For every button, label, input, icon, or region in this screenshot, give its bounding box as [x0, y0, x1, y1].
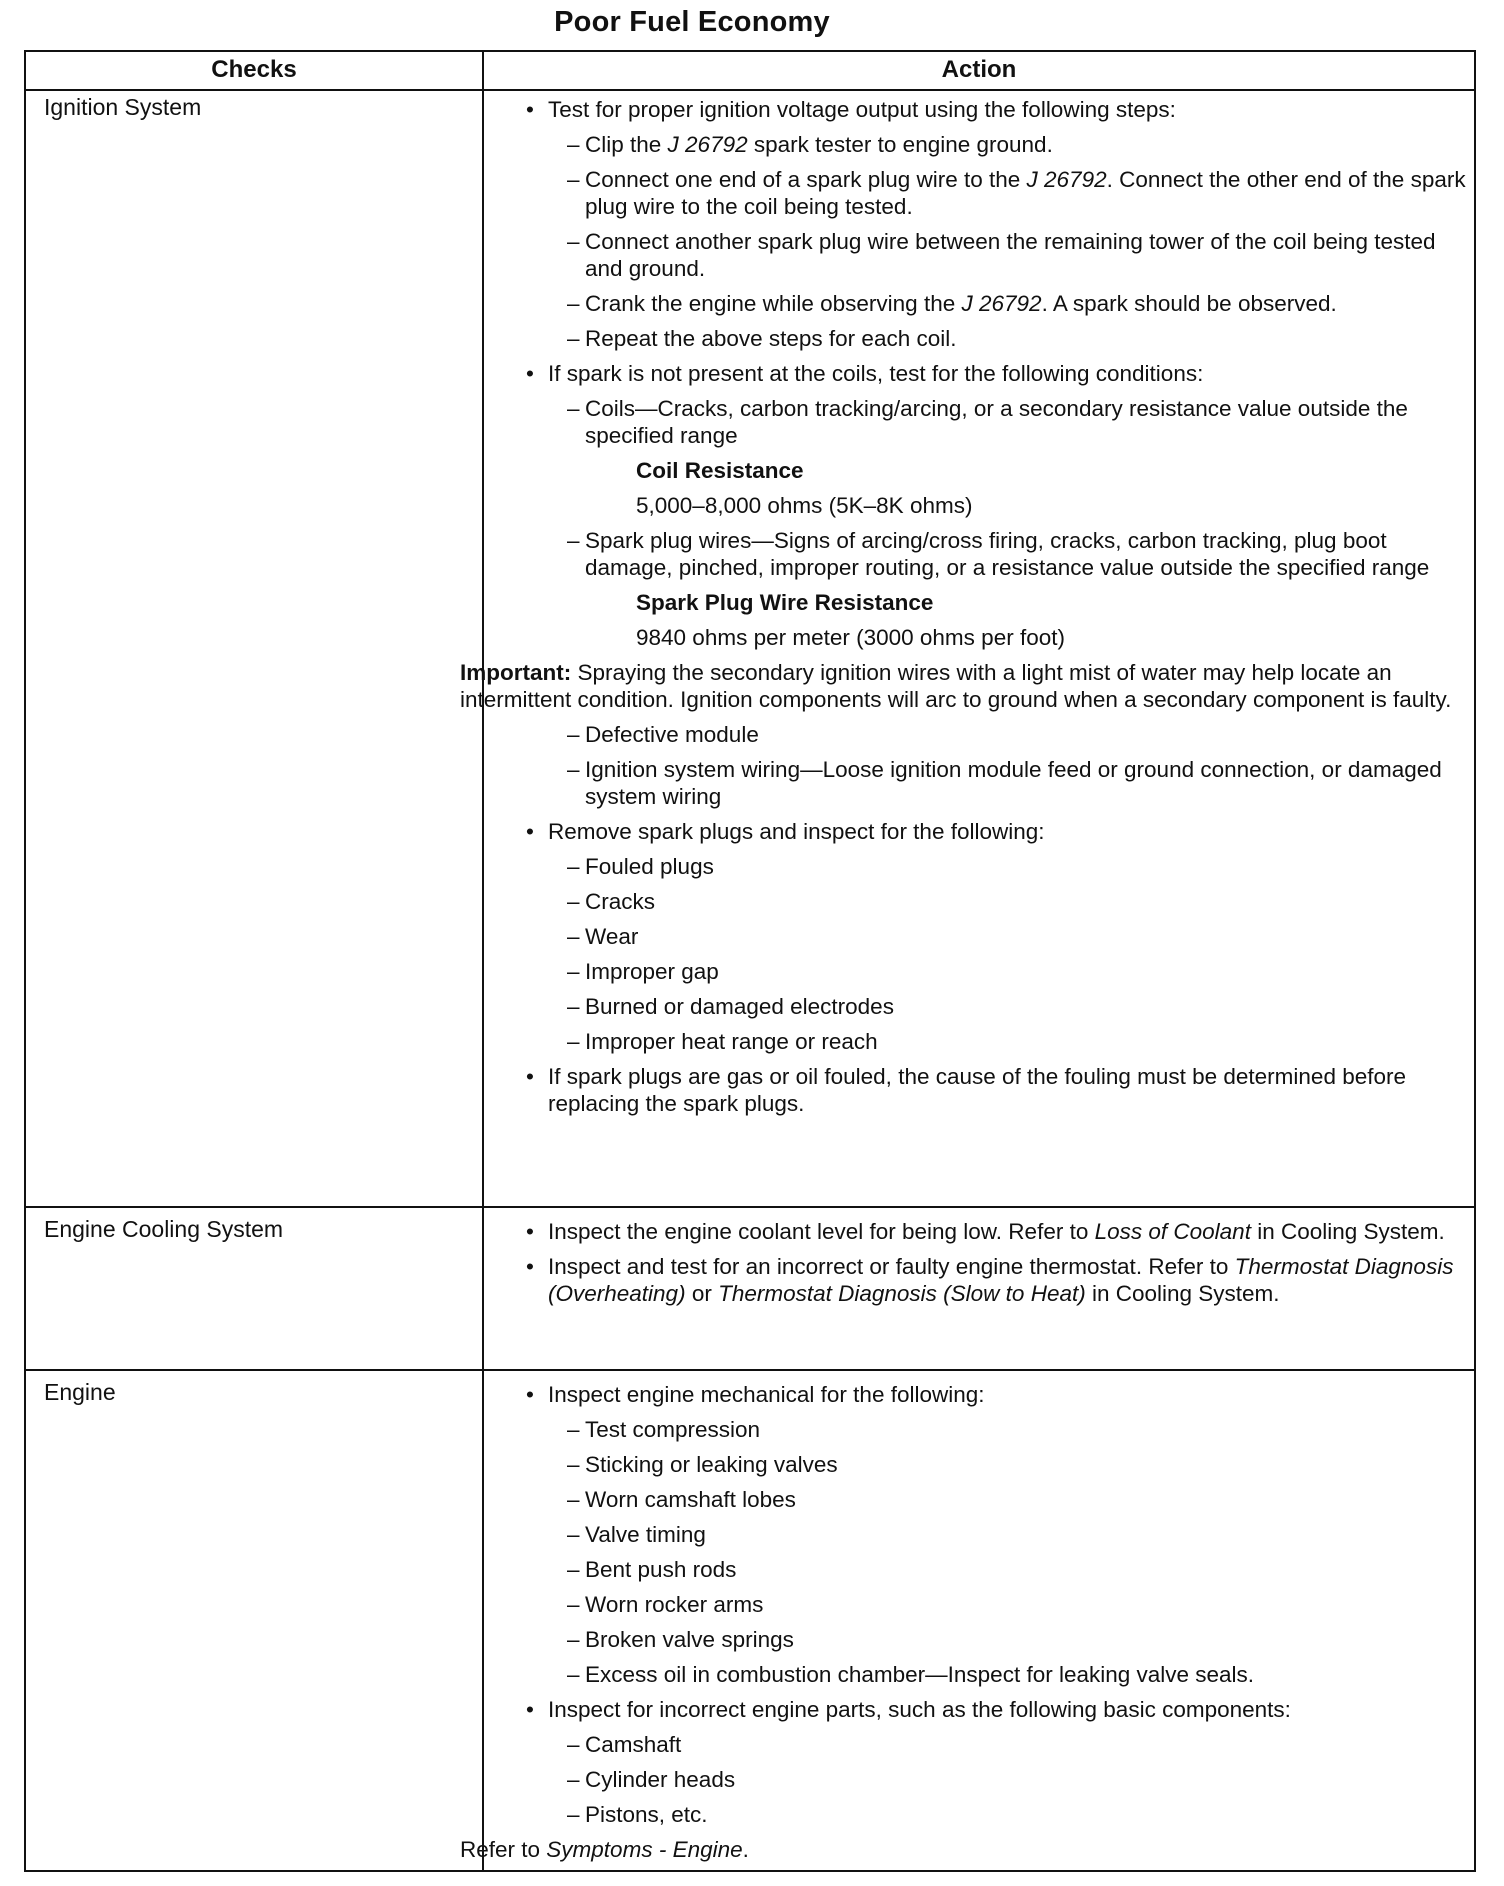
action-column-header: Action [941, 56, 1017, 83]
coil-resistance-value: 5,000–8,000 ohms (5K–8K ohms) [636, 493, 973, 518]
plug-inspect-item: – Improper heat range or reach [488, 1028, 1466, 1055]
tool-reference: J 26792 [667, 132, 748, 157]
important-note: Important: Spraying the secondary ignition wires with a light mist of water may help locate an intermittent condition. Ignition components will arc to ground when a secondary component is faulty. [460, 660, 1452, 712]
engine-inspect-item: – Worn camshaft lobes [488, 1486, 1466, 1513]
engine-inspect-item: – Worn rocker arms [488, 1591, 1466, 1618]
manual-reference: Thermostat Diagnosis (Overheating) [548, 1254, 1454, 1306]
cooling-bullet-coolant-level: • Inspect the engine coolant level for being low. Refer to Loss of Coolant in Cooling System. [488, 1218, 1466, 1245]
ignition-bullet-voltage-test: • Test for proper ignition voltage output using the following steps: [488, 96, 1466, 123]
engine-bullet-parts: • Inspect for incorrect engine parts, such as the following basic components: [488, 1696, 1466, 1723]
ignition-actions [460, 96, 1466, 1125]
ignition-bullet-fouled-plugs: • If spark plugs are gas or oil fouled, the cause of the fouling must be determined before replacing the spark plugs. [488, 1063, 1466, 1117]
ignition-condition-wiring: – Ignition system wiring—Loose ignition module feed or ground connection, or damaged system wiring [488, 756, 1466, 810]
check-ignition-system: Ignition System [44, 94, 202, 120]
cooling-bullet-thermostat: • Inspect and test for an incorrect or faulty engine thermostat. Refer to Thermostat Diagnosis (Overheating) or Thermostat Diagnosis (Slow to Heat) in Cooling System. [488, 1253, 1466, 1307]
ignition-step-repeat: – Repeat the above steps for each coil. [488, 325, 1466, 352]
check-engine: Engine [44, 1379, 116, 1405]
engine-inspect-item: – Test compression [488, 1416, 1466, 1443]
ignition-condition-wires: – Spark plug wires—Signs of arcing/cross firing, cracks, carbon tracking, plug boot damage, pinched, improper routing, or a resistance value outside the specified range [488, 527, 1466, 581]
cooling-actions [488, 1218, 1466, 1315]
check-engine-cooling-system: Engine Cooling System [44, 1216, 284, 1242]
ignition-step-connect-wire: – Connect one end of a spark plug wire to the J 26792. Connect the other end of the spark plug wire to the coil being tested. [488, 166, 1466, 220]
engine-inspect-item: – Broken valve springs [488, 1626, 1466, 1653]
ignition-condition-module: – Defective module [488, 721, 1466, 748]
header-divider [26, 89, 1474, 91]
engine-inspect-item: – Excess oil in combustion chamber—Inspect for leaking valve seals. [488, 1661, 1466, 1688]
ignition-bullet-no-spark: • If spark is not present at the coils, test for the following conditions: [488, 360, 1466, 387]
manual-reference: Loss of Coolant [1094, 1219, 1251, 1244]
engine-inspect-item: – Bent push rods [488, 1556, 1466, 1583]
engine-inspect-item: – Valve timing [488, 1521, 1466, 1548]
ignition-bullet-remove-plugs: • Remove spark plugs and inspect for the following: [488, 818, 1466, 845]
engine-bullet-mechanical: • Inspect engine mechanical for the following: [488, 1381, 1466, 1408]
ignition-step-connect-another: – Connect another spark plug wire between the remaining tower of the coil being tested and ground. [488, 228, 1466, 282]
wire-resistance-title: Spark Plug Wire Resistance [636, 590, 934, 615]
engine-inspect-item: – Sticking or leaking valves [488, 1451, 1466, 1478]
ignition-step-crank: – Crank the engine while observing the J 26792. A spark should be observed. [488, 290, 1466, 317]
coil-resistance-title: Coil Resistance [636, 458, 804, 483]
plug-inspect-item: – Fouled plugs [488, 853, 1466, 880]
engine-part-item: – Camshaft [488, 1731, 1466, 1758]
engine-part-item: – Cylinder heads [488, 1766, 1466, 1793]
engine-actions [460, 1381, 1466, 1863]
plug-inspect-item: – Improper gap [488, 958, 1466, 985]
wire-resistance-value: 9840 ohms per meter (3000 ohms per foot) [636, 625, 1065, 650]
manual-reference: Thermostat Diagnosis (Slow to Heat) [718, 1281, 1086, 1306]
fuel-economy-table [24, 50, 1476, 1872]
plug-inspect-item: – Wear [488, 923, 1466, 950]
manual-reference: Symptoms - Engine [546, 1837, 743, 1862]
row-divider-cooling [26, 1369, 1474, 1371]
ignition-condition-coils: – Coils—Cracks, carbon tracking/arcing, or a secondary resistance value outside the specified range [488, 395, 1466, 449]
tool-reference: J 26792 [961, 291, 1042, 316]
checks-column-header: Checks [211, 56, 297, 83]
tool-reference: J 26792 [1026, 167, 1107, 192]
ignition-step-clip: – Clip the J 26792 spark tester to engine ground. [488, 131, 1466, 158]
plug-inspect-item: – Burned or damaged electrodes [488, 993, 1466, 1020]
document-title: Poor Fuel Economy [554, 6, 830, 38]
column-divider [482, 52, 484, 1870]
engine-part-item: – Pistons, etc. [488, 1801, 1466, 1828]
important-label: Important: [460, 660, 572, 685]
row-divider-ignition [26, 1206, 1474, 1208]
engine-refer-note: Refer to Symptoms - Engine. [460, 1837, 749, 1862]
plug-inspect-item: – Cracks [488, 888, 1466, 915]
